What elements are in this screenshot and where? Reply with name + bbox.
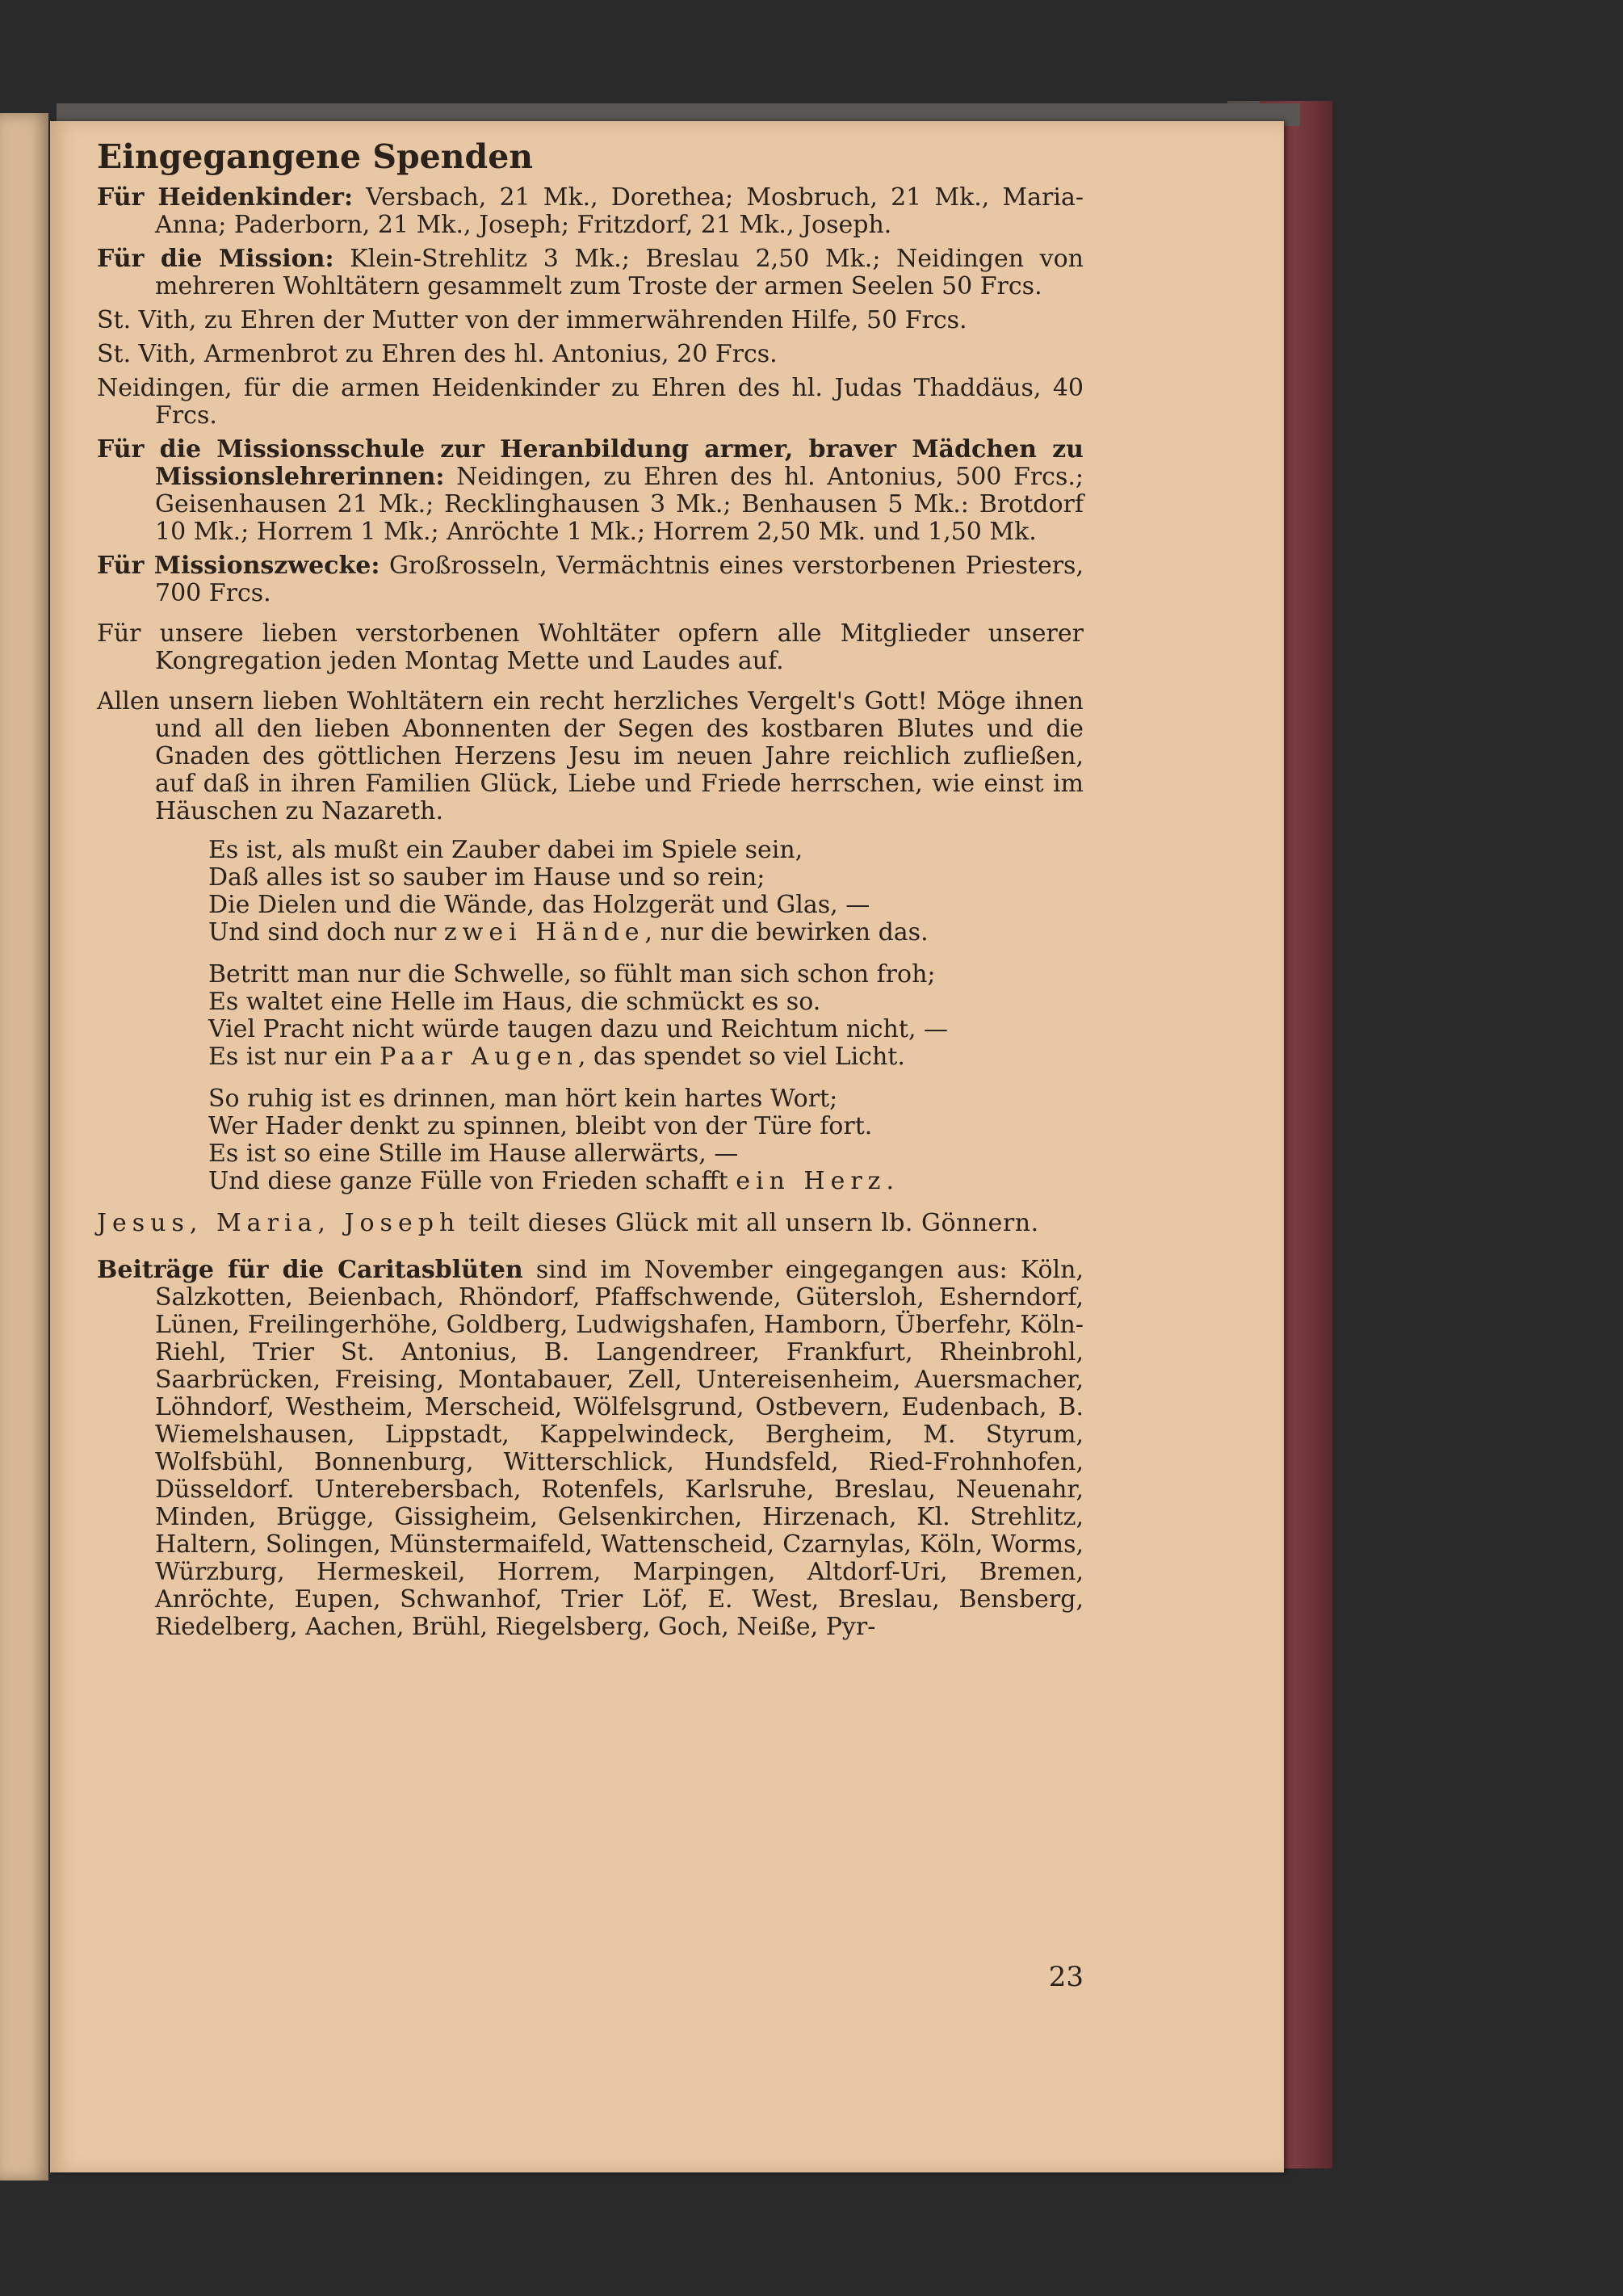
signature-names: Jesus, Maria, Joseph [97, 1209, 461, 1237]
signature-text: teilt dieses Glück mit all unsern lb. Gönnern. [460, 1209, 1039, 1237]
poem-line-part: Und diese ganze Fülle von Frieden schafft [208, 1167, 736, 1195]
page-number: 23 [1048, 1961, 1084, 1993]
entry-neidingen: Neidingen, für die armen Heidenkinder zu Ehren des hl. Judas Thaddäus, 40 Frcs. [97, 374, 1084, 430]
entry-st-vith-2: St. Vith, Armenbrot zu Ehren des hl. Antonius, 20 Frcs. [97, 340, 778, 368]
poem-stanza-1 [208, 837, 1084, 947]
poem-line: Es waltet eine Helle im Haus, die schmückt es so. [208, 988, 821, 1016]
entry-lead: Für Heidenkinder: [97, 183, 354, 212]
entry-heidenkinder [97, 184, 1084, 239]
poem-line [208, 919, 1084, 947]
page-content [97, 137, 1084, 1647]
poem-line: Viel Pracht nicht würde taugen dazu und Reichtum nicht, — [208, 1015, 949, 1043]
entry-lead: Für die Missionsschule zur Heranbildung armer, braver Mädchen zu Missionslehrerinnen: [97, 435, 1084, 491]
entry-text: Klein-Strehlitz 3 Mk.; Breslau 2,50 Mk.; Neidingen von mehreren Wohltätern gesammelt zum Troste der armen Seelen 50 Frcs. [155, 245, 1084, 300]
poem-stanza-2 [208, 961, 1084, 1071]
poem-line: Betritt man nur die Schwelle, so fühlt man sich schon froh; [208, 960, 936, 988]
poem-line-part: , nur die bewirken das. [644, 918, 929, 947]
entry-text: Großrosseln, Vermächtnis eines verstorbenen Priesters, 700 Frcs. [155, 552, 1084, 607]
poem-spaced-phrase: zwei Hände [443, 918, 645, 947]
poem-line: Es ist so eine Stille im Hause allerwärts, — [208, 1140, 739, 1168]
poem-line-part: , das spendet so viel Licht. [577, 1043, 905, 1071]
entry-verstorbene-wohltaeter: Für unsere lieben verstorbenen Wohltäter opfern alle Mitglieder unserer Kongregation jeden Montag Mette und Laudes auf. [97, 619, 1084, 675]
page-heading: Eingegangene Spenden [97, 137, 534, 176]
poem-spaced-phrase: Paar Augen [380, 1043, 578, 1071]
entry-lead: Für die Mission: [97, 245, 334, 273]
entry-missionsschule [97, 436, 1084, 546]
poem-line [208, 1043, 1084, 1071]
entry-lead: Beiträge für die Caritasblüten [97, 1256, 523, 1284]
poem-stanza-3 [208, 1085, 1084, 1195]
signature-line [97, 1210, 1084, 1237]
poem-line: Daß alles ist so sauber im Hause und so rein; [208, 863, 765, 892]
entry-st-vith-1: St. Vith, zu Ehren der Mutter von der immerwährenden Hilfe, 50 Frcs. [97, 306, 967, 334]
poem-line: Es ist, als mußt ein Zauber dabei im Spiele sein, [208, 836, 803, 864]
entry-missionszwecke [97, 552, 1084, 607]
poem-line-part: Und sind doch nur [208, 918, 444, 947]
poem-line: Die Dielen und die Wände, das Holzgerät und Glas, — [208, 891, 870, 919]
entry-text: sind im November eingegangen aus: Köln, Salzkotten, Beienbach, Rhöndorf, Pfaffschwende, Gütersloh, Esherndorf, Lünen, Freilingerhöhe, Goldberg, Ludwigshafen, Hamborn, Überfehr, Köln-Riehl, Trier St. Antonius, B. Langendreer, Frankfurt, Rheinbrohl, Saarbrücken, Freising, Montabauer, Zell, Untereisenheim, Auersmacher, Löhndorf, Westheim, Merscheid, Wölfelsgrund, Ostbevern, Eudenbach, B. Wiemelshausen, Lippstadt, Kappelwindeck, Bergheim, M. Styrum, Wolfsbühl, Bonnenburg, Witterschlick, Hundsfeld, Ried-Frohnhofen, Düsseldorf. Unterebersbach, Rotenfels, Karlsruhe, Breslau, Neuenahr, Minden, Brügge, Gissigheim, Gelsenkirchen, Hirzenach, Kl. Strehlitz, Haltern, Solingen, Münstermaifeld, Wattenscheid, Czarnylas, Köln, Worms, Würzburg, Hermeskeil, Horrem, Marpingen, Altdorf-Uri, Bremen, Anröchte, Eupen, Schwanhof, Trier Löf, E. West, Breslau, Bensberg, Riedelberg, Aachen, Brühl, Riegelsberg, Goch, Neiße, Pyr- [155, 1256, 1084, 1641]
poem-line-part: . [886, 1167, 895, 1195]
left-page-edge [0, 113, 48, 2181]
entry-mission [97, 246, 1084, 300]
entry-text: Neidingen, zu Ehren des hl. Antonius, 500 Frcs.; Geisenhausen 21 Mk.; Recklinghausen 3 Mk.; Benhausen 5 Mk.: Brotdorf 10 Mk.; Horrem 1 Mk.; Anröchte 1 Mk.; Horrem 2,50 Mk. und 1,50 Mk. [155, 463, 1084, 546]
poem [97, 837, 1084, 1195]
entry-lead: Für Missionszwecke: [97, 552, 380, 580]
entry-text: Versbach, 21 Mk., Dorethea; Mosbruch, 21 Mk., Maria-Anna; Paderborn, 21 Mk., Joseph; Fritzdorf, 21 Mk., Joseph. [155, 183, 1084, 239]
poem-line-part: Es ist nur ein [208, 1043, 380, 1071]
entry-caritasblueten [97, 1257, 1084, 1641]
poem-line: So ruhig ist es drinnen, man hört kein hartes Wort; [208, 1085, 838, 1113]
poem-line: Wer Hader denkt zu spinnen, bleibt von der Türe fort. [208, 1112, 873, 1140]
entry-vergelts-gott: Allen unsern lieben Wohltätern ein recht herzliches Vergelt's Gott! Möge ihnen und all den lieben Abonnenten der Segen des kostbaren Blutes und die Gnaden des göttlichen Herzens Jesu im neuen Jahre reichlich zufließen, auf daß in ihren Familien Glück, Liebe und Friede herrschen, wie einst im Häuschen zu Nazareth. [97, 687, 1084, 825]
poem-spaced-phrase: ein Herz [736, 1167, 887, 1195]
poem-line [208, 1168, 1084, 1195]
